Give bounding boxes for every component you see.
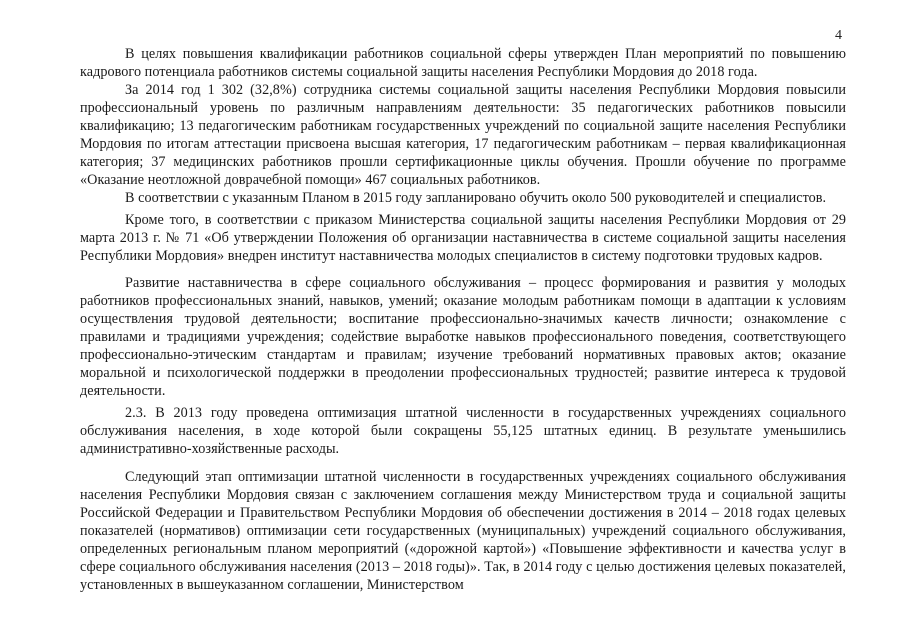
paragraph-qualification-plan: В целях повышения квалификации работников социальной сферы утвержден План мероприятий по повышению кадрового потенциала работников системы социальной защиты населения Республики Мордовия до 2018 года. bbox=[80, 46, 846, 80]
page-number: 4 bbox=[835, 28, 842, 43]
paragraph-next-optimization-stage: Следующий этап оптимизации штатной численности в государственных учреждениях социального обслуживания населения Республики Мордовия связан с заключением соглашения между Министерством труда и социальной защиты Российской Федерации и Правительством Республики Мордовия об обеспечении достижения в 2014 – 2018 годах целевых показателей (нормативов) оптимизации сети государственных (муниципальных) учреждений социального обслуживания, определенных региональным планом мероприятий («дорожной картой») «Повышение эффективности и качества услуг в сфере социального обслуживания населения (2013 – 2018 годы)». Так, в 2014 году с целью достижения целевых показателей, установленных в вышеуказанном соглашении, Министерством bbox=[80, 469, 846, 593]
paragraph-2015-plan: В соответствии с указанным Планом в 2015 году запланировано обучить около 500 руководителей и специалистов. bbox=[125, 190, 827, 206]
paragraph-2014-training: За 2014 год 1 302 (32,8%) сотрудника системы социальной защиты населения Республики Мордовия повысили профессиональный уровень по различным направлениям деятельности: 35 педагогических работников повысили квалификацию; 13 педагогическим работникам государственных учреждений по социальной защите населения Республики Мордовия по итогам аттестации присвоена высшая категория, 17 педагогическим работникам – первая квалификационная категория; 37 медицинских работников прошли сертификационные циклы обучения. Прошли обучение по программе «Оказание неотложной доврачебной помощи» 467 социальных работников. bbox=[80, 82, 846, 188]
document-body bbox=[80, 45, 846, 594]
paragraph-section-2-3: 2.3. В 2013 году проведена оптимизация штатной численности в государственных учреждениях социального обслуживания населения, в ходе которой были сокращены 55,125 штатных единиц. В результате уменьшились административно-хозяйственные расходы. bbox=[80, 405, 846, 457]
paragraph-mentorship-order: Кроме того, в соответствии с приказом Министерства социальной защиты населения Республики Мордовия от 29 марта 2013 г. № 71 «Об утверждении Положения об организации наставничества в системе социальной защиты населения Республики Мордовия» внедрен институт наставничества молодых специалистов в систему подготовки трудовых кадров. bbox=[80, 212, 846, 264]
paragraph-mentorship-development: Развитие наставничества в сфере социального обслуживания – процесс формирования и развития у молодых работников профессиональных знаний, навыков, умений; оказание молодым работникам помощи в адаптации к условиям осуществления трудовой деятельности; воспитание профессионально-значимых качеств личности; ознакомление с правилами и традициями учреждения; содействие выработке навыков профессионального поведения, соответствующего профессионально-этическим стандартам и правилам; изучение требований нормативных правовых актов; оказание моральной и психологической поддержки в преодолении профессиональных трудностей; развитие интереса к трудовой деятельности. bbox=[80, 275, 846, 399]
